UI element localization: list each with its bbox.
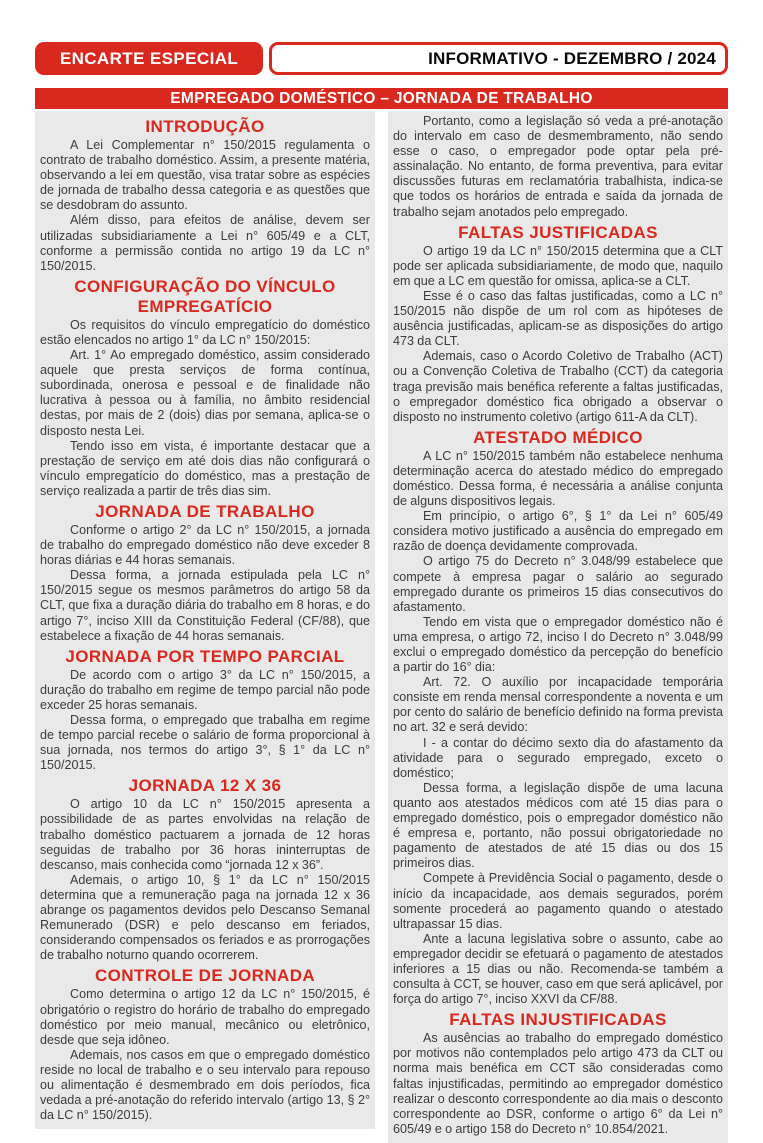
paragraph: Como determina o artigo 12 da LC n° 150/2015, é obrigatório o registro do horário de trabalho do empregado doméstico por meio manual, mecânico ou eletrônico, desde que seja idôneo. bbox=[40, 987, 370, 1047]
paragraph: O artigo 75 do Decreto n° 3.048/99 estabelece que compete à empresa pagar o salário ao segurado empregado durante os primeiros 15 dias consecutivos do afastamento. bbox=[393, 554, 723, 614]
paragraph: A Lei Complementar n° 150/2015 regulamenta o contrato de trabalho doméstico. Assim, a presente matéria, observando a lei em questão, visa tratar sobre as espécies de jornada de trabalho dessa categoria e as questões que se desdobram do assunto. bbox=[40, 138, 370, 213]
paragraph: Dessa forma, a legislação dispõe de uma lacuna quanto aos atestados médicos com até 15 dias para o empregado doméstico, pois o empregador doméstico não é empresa e, portanto, não possui obrigatoriedade no pagamento de atestados de até 15 dias ou dos 15 primeiros dias. bbox=[393, 780, 723, 871]
paragraph: I - a contar do décimo sexto dia do afastamento da atividade para o segurado empregado, exceto o doméstico; bbox=[393, 735, 723, 780]
section-heading: FALTAS INJUSTIFICADAS bbox=[449, 1010, 667, 1030]
paragraph: Dessa forma, a jornada estipulada pela LC n° 150/2015 segue os mesmos parâmetros do artigo 58 da CLT, que fixa a duração diária do trabalho em 8 horas, e do artigo 7°, inciso XIII da Constituição Federal (CF/88), que estabelece a fixação de 44 horas semanais. bbox=[40, 568, 370, 643]
paragraph: Tendo isso em vista, é importante destacar que a prestação de serviço em até dois dias não configurará o vínculo empregatício do doméstico, mas a prestação de serviço realizada a partir de três dias sim. bbox=[40, 438, 370, 498]
article-columns bbox=[35, 111, 728, 1143]
left-column bbox=[35, 111, 375, 1129]
header-bar bbox=[35, 42, 728, 75]
paragraph: Compete à Previdência Social o pagamento, desde o início da incapacidade, aos demais segurados, porém somente procederá ao pagamento quando o atestado ultrapassar 15 dias. bbox=[393, 871, 723, 931]
section-heading: JORNADA 12 X 36 bbox=[128, 776, 282, 796]
title-banner: EMPREGADO DOMÉSTICO – JORNADA DE TRABALHO bbox=[35, 88, 728, 109]
paragraph: Dessa forma, o empregado que trabalha em regime de tempo parcial recebe o salário de forma proporcional à sua jornada, nos termos do artigo 3°, § 1° da LC n° 150/2015. bbox=[40, 713, 370, 773]
paragraph: Além disso, para efeitos de análise, devem ser utilizadas subsidiariamente a Lei n° 605/49 e a CLT, conforme a permissão contida no artigo 19 da LC n° 150/2015. bbox=[40, 213, 370, 273]
issue-box: INFORMATIVO - DEZEMBRO / 2024 bbox=[269, 42, 728, 75]
section-heading: FALTAS JUSTIFICADAS bbox=[458, 222, 658, 242]
section-heading: JORNADA POR TEMPO PARCIAL bbox=[65, 646, 345, 666]
paragraph: Conforme o artigo 2° da LC n° 150/2015, a jornada de trabalho do empregado doméstico não deve exceder 8 horas diárias e 44 horas semanais. bbox=[40, 522, 370, 568]
paragraph: As ausências ao trabalho do empregado doméstico por motivos não contemplados pelo artigo 473 da CLT ou norma mais benéfica em CCT são consideradas como faltas injustificadas, permitindo ao empregador doméstico realizar o desconto correspondente ao dia mais o desconto correspondente ao DSR, conforme o artigo 6° da Lei n° 605/49 e o artigo 158 do Decreto n° 10.854/2021. bbox=[393, 1031, 723, 1136]
paragraph: Art. 72. O auxílio por incapacidade temporária consiste em renda mensal correspondente a noventa e um por cento do salário de benefício definido na forma prevista no art. 32 e será devido: bbox=[393, 675, 723, 735]
paragraph: Ademais, o artigo 10, § 1° da LC n° 150/2015 determina que a remuneração paga na jornada 12 x 36 abrange os pagamentos devidos pelo Descanso Semanal Remunerado (DSR) e pelo descanso em feriados, considerando compensados os feriados e as prorrogações de trabalho noturno quando ocorrerem. bbox=[40, 872, 370, 963]
paragraph: Ante a lacuna legislativa sobre o assunto, cabe ao empregador decidir se efetuará o pagamento de atestados inferiores a 15 dias ou não. Recomenda-se também a consulta à CCT, se houver, caso em que será aplicável, por força do artigo 7°, inciso XXVI da CF/88. bbox=[393, 931, 723, 1007]
section-heading: JORNADA DE TRABALHO bbox=[95, 501, 315, 521]
paragraph: Tendo em vista que o empregador doméstico não é uma empresa, o artigo 72, inciso I do Decreto n° 3.048/99 exclui o empregado doméstico da percepção do benefício a partir do 16° dia: bbox=[393, 614, 723, 675]
paragraph: Os requisitos do vínculo empregatício do doméstico estão elencados no artigo 1° da LC n° 150/2015: bbox=[40, 317, 370, 347]
paragraph: Ademais, caso o Acordo Coletivo de Trabalho (ACT) ou a Convenção Coletiva de Trabalho (CCT) da categoria traga previsão mais benéfica referente a faltas justificadas, o empregador doméstico fica obrigado a observar o disposto no instrumento coletivo (artigo 611-A da CLT). bbox=[393, 349, 723, 424]
paragraph: O artigo 10 da LC n° 150/2015 apresenta a possibilidade de as partes envolvidas na relação de trabalho doméstico pactuarem a jornada de 12 horas seguidas de trabalho por 36 horas ininterruptas de descanso, mais conhecida como “jornada 12 x 36”. bbox=[40, 797, 370, 872]
paragraph: Esse é o caso das faltas justificadas, como a LC n° 150/2015 não dispõe de um rol com as hipóteses de ausência justificadas, aplicam-se as disposições do artigo 473 da CLT. bbox=[393, 288, 723, 349]
right-column bbox=[388, 111, 728, 1143]
paragraph: O artigo 19 da LC n° 150/2015 determina que a CLT pode ser aplicada subsidiariamente, de modo que, naquilo em que a LC em questão for omissa, aplica-se a CLT. bbox=[393, 243, 723, 288]
section-heading: CONFIGURAÇÃO DO VÍNCULO EMPREGATÍCIO bbox=[74, 276, 336, 316]
paragraph: Em princípio, o artigo 6°, § 1° da Lei n° 605/49 considera motivo justificado a ausência do empregado em razão de doença devidamente comprovada. bbox=[393, 509, 723, 554]
section-heading: CONTROLE DE JORNADA bbox=[94, 966, 316, 986]
paragraph: Portanto, como a legislação só veda a pré-anotação do intervalo em caso de desmembramento, não sendo esse o caso, o empregador pode optar pela pré-assinalação. No entanto, de forma preventiva, para evitar discussões futuras em reclamatória trabalhista, indica-se que todos os horários de entrada e saída da jornada de trabalho sejam anotados pelo empregado. bbox=[393, 114, 723, 219]
paragraph: Art. 1° Ao empregado doméstico, assim considerado aquele que presta serviços de forma contínua, subordinada, onerosa e pessoal e de finalidade não lucrativa à pessoa ou à família, no âmbito residencial destas, por mais de 2 (dois) dias por semana, aplica-se o disposto nesta Lei. bbox=[40, 348, 370, 438]
paragraph: A LC n° 150/2015 também não estabelece nenhuma determinação acerca do atestado médico do empregado doméstico. Dessa forma, é necessária a análise conjunta de alguns dispositivos legais. bbox=[393, 448, 723, 509]
section-heading: ATESTADO MÉDICO bbox=[473, 427, 643, 447]
paragraph: Ademais, nos casos em que o empregado doméstico reside no local de trabalho e o seu intervalo para repouso ou alimentação é desmembrado em dois períodos, fica vedada a pré-anotação do referido intervalo (artigo 13, § 2° da LC n° 150/2015). bbox=[40, 1047, 370, 1123]
section-heading: INTRODUÇÃO bbox=[145, 117, 265, 136]
paragraph: De acordo com o artigo 3° da LC n° 150/2015, a duração do trabalho em regime de tempo parcial não pode exceder 25 horas semanais. bbox=[40, 667, 370, 712]
encarte-badge: ENCARTE ESPECIAL bbox=[35, 42, 263, 75]
